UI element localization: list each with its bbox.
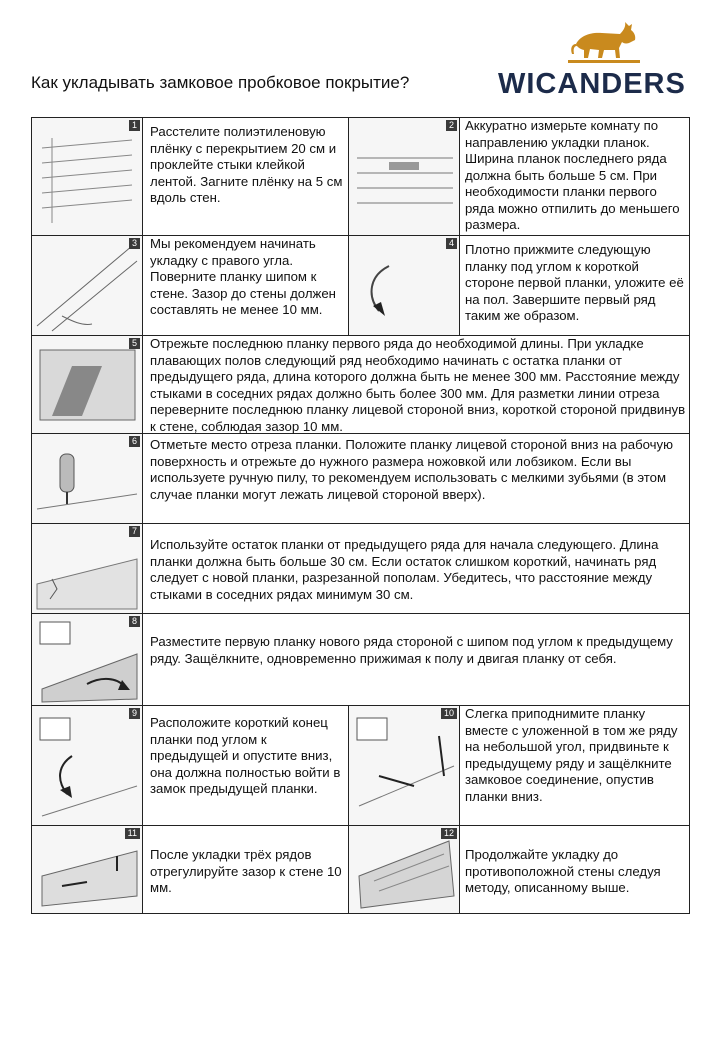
- step-4-text: Плотно прижмите следующую планку под углом к короткой стороне первой планки, уложите её на пол. Завершите первый ряд таким же образом.: [465, 242, 684, 323]
- step-7-illustration: [32, 524, 143, 613]
- step-5-text: Отрежьте последнюю планку первого ряда до необходимой длины. При укладке плавающих полов следующий ряд необходимо начинать с остатка планки от предыдущего ряда, длина которого должна быть не менее 300 мм. Расстояние между стыками в соседних рядах должно быть более 300 мм. Для разметки линии отреза переверните последнюю планку лицевой стороной вниз, короткой стороной придвинув к стене, соблюдая зазор 10 мм.: [150, 336, 686, 434]
- step-number: 8: [129, 616, 140, 627]
- step-6-text: Отметьте место отреза планки. Положите планку лицевой стороной вниз на рабочую поверхность и отрежьте до нужного размера ножовкой или лобзиком. Если вы используете ручную пилу, то рекомендуем использовать с мелкими зубьями (в этом случае планки могут лежать лицевой стороной вверх).: [150, 437, 674, 502]
- step-2-text: Аккуратно измерьте комнату по направлению укладки планок. Ширина планок последнего ряда должна быть больше 5 см. При необходимости планки первого ряда можно отпилить до меньшего размера.: [465, 118, 680, 232]
- step-7-text: Используйте остаток планки от предыдущего ряда для начала следующего. Длина планки должна быть больше 30 см. Если остаток слишком короткий, начинать ряд следует с новой планки, разрезанной пополам. Убедитесь, что расстояние между стыками в соседних рядах минимум 30 см.: [150, 537, 659, 602]
- table-row: [32, 118, 689, 236]
- instruction-table: [31, 117, 690, 914]
- step-2-illustration: [348, 118, 460, 235]
- page-title: Как укладывать замковое пробковое покрытие?: [31, 73, 410, 92]
- step-1-illustration: [32, 118, 143, 235]
- remaining-plank-icon: [32, 524, 143, 613]
- adjust-gap-icon: [32, 826, 143, 913]
- step-6-illustration: [32, 434, 143, 523]
- table-row: [32, 236, 689, 336]
- table-row: [32, 524, 689, 614]
- bull-icon: [498, 14, 708, 70]
- step-12-text: Продолжайте укладку до противоположной стены следуя методу, описанному выше.: [465, 847, 661, 895]
- step-10-illustration: [348, 706, 460, 825]
- plank-corner-icon: [32, 236, 143, 335]
- step-3-illustration: [32, 236, 143, 335]
- step-number: 1: [129, 120, 140, 131]
- step-number: 3: [129, 238, 140, 249]
- step-number: 11: [125, 828, 140, 839]
- step-number: 5: [129, 338, 140, 349]
- measure-room-icon: [349, 118, 460, 235]
- step-12-illustration: [348, 826, 460, 913]
- table-row: [32, 614, 689, 706]
- step-8-illustration: [32, 614, 143, 705]
- step-number: 9: [129, 708, 140, 719]
- table-row: [32, 434, 689, 524]
- step-number: 10: [441, 708, 457, 719]
- mark-cut-icon: [32, 434, 143, 523]
- brand-name: WICANDERS: [498, 68, 686, 100]
- step-10-text: Слегка приподнимите планку вместе с уложенной в том же ряду на небольшой угол, придвиньте к предыдущему ряду и защёлкните замковое соединение, опустив планки вниз.: [465, 706, 678, 804]
- cut-last-plank-icon: [32, 336, 143, 433]
- lift-plank-icon: [349, 706, 460, 825]
- step-number: 4: [446, 238, 457, 249]
- step-5-illustration: [32, 336, 143, 433]
- lower-plank-icon: [32, 706, 143, 825]
- table-row: [32, 826, 689, 913]
- step-1-text: Расстелите полиэтиленовую плёнку с перекрытием 20 см и проклейте стыки клейкой лентой. Загните плёнку на 5 см вдоль стен.: [150, 124, 343, 205]
- step-number: 6: [129, 436, 140, 447]
- plastic-film-icon: [32, 118, 143, 235]
- brand-logo: [498, 14, 708, 100]
- continue-laying-icon: [349, 826, 460, 913]
- step-11-illustration: [32, 826, 143, 913]
- step-number: 12: [441, 828, 457, 839]
- step-number: 7: [129, 526, 140, 537]
- table-row: [32, 336, 689, 434]
- step-8-text: Разместите первую планку нового ряда стороной с шипом под углом к предыдущему ряду. Защёлкните, одновременно прижимая к полу и двигая планку от себя.: [150, 634, 673, 666]
- press-plank-icon: [349, 236, 460, 335]
- step-number: 2: [446, 120, 457, 131]
- table-row: [32, 706, 689, 826]
- step-9-text: Расположите короткий конец планки под углом к предыдущей и опустите вниз, она должна полностью войти в замок предыдущей планки.: [150, 715, 341, 796]
- step-3-text: Мы рекомендуем начинать укладку с правого угла. Поверните планку шипом к стене. Зазор до стены должен составлять не менее 10 мм.: [150, 236, 336, 317]
- column-divider: [348, 118, 349, 336]
- step-9-illustration: [32, 706, 143, 825]
- step-4-illustration: [348, 236, 460, 335]
- step-11-text: После укладки трёх рядов отрегулируйте зазор к стене 10 мм.: [150, 847, 342, 895]
- column-divider: [348, 706, 349, 913]
- angle-click-icon: [32, 614, 143, 705]
